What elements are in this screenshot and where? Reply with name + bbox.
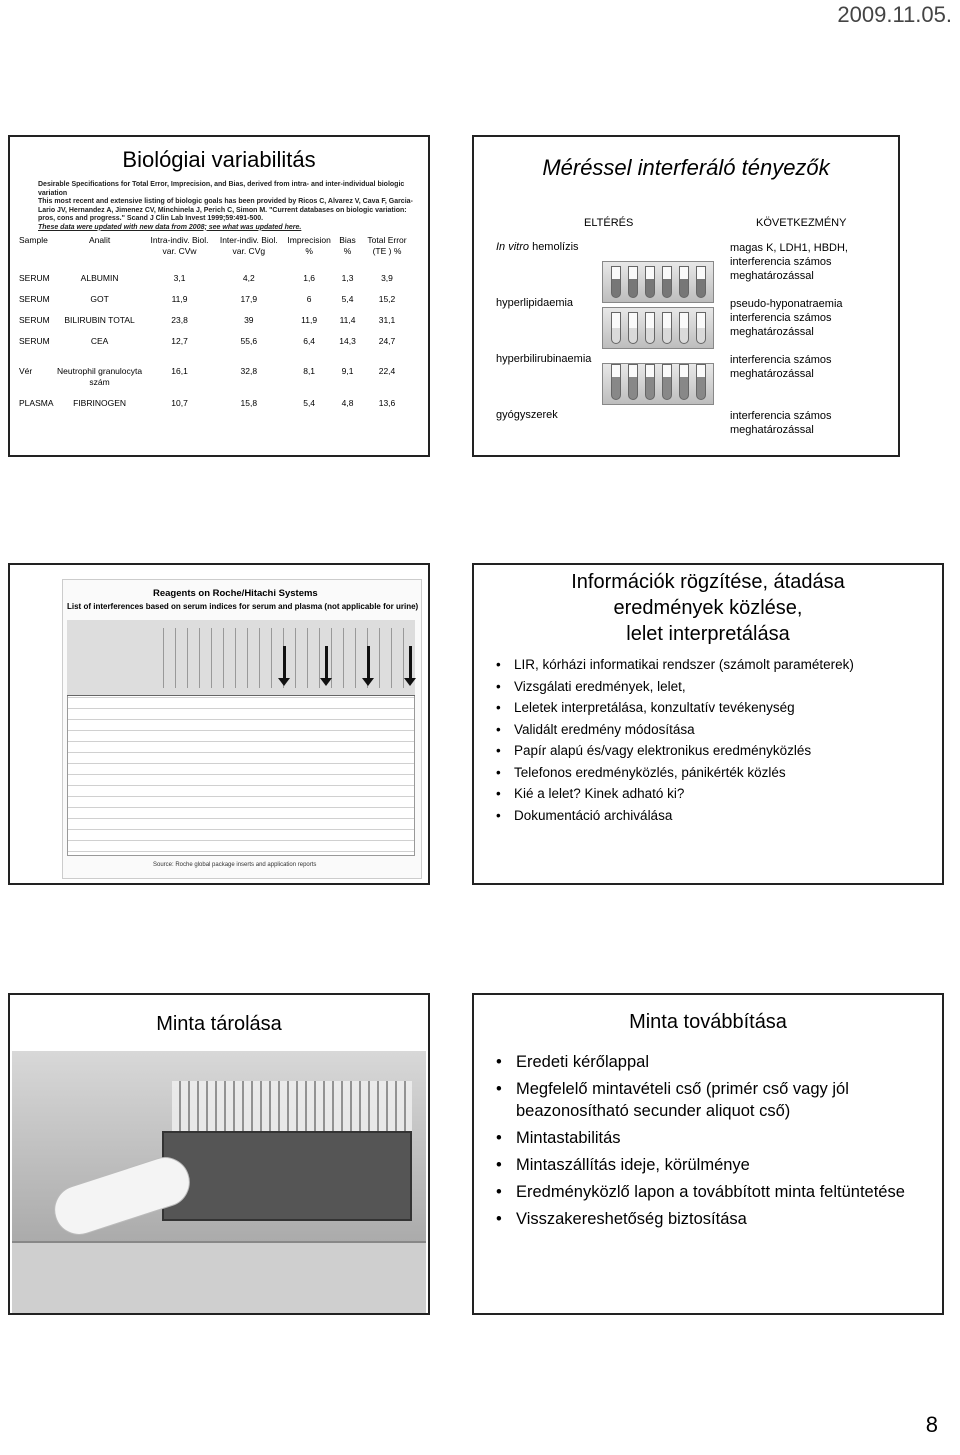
cell: 23,8	[171, 315, 188, 325]
cell: ALBUMIN	[80, 273, 119, 283]
consequence-label: interferencia számos meghatározással	[730, 354, 832, 380]
cell: 6	[306, 294, 312, 304]
arrow-icon	[283, 646, 286, 680]
arrow-icon	[367, 646, 370, 680]
cell: PLASMA	[19, 398, 54, 408]
slide-title: Minta továbbítása	[629, 1011, 787, 1033]
bench-image	[12, 1241, 426, 1313]
col-header: Analit	[88, 235, 111, 245]
table-title: Reagents on Roche/Hitachi Systems	[153, 588, 318, 599]
cell: BILIRUBIN TOTAL	[64, 315, 135, 325]
biologic-variation-table	[18, 233, 414, 414]
table-row	[18, 259, 414, 289]
cell: 14,3	[339, 336, 356, 346]
list-item: • Eredményközlő lapon a továbbított minta feltüntetése	[496, 1181, 928, 1203]
cell: 9,1	[341, 366, 354, 376]
arrow-icon	[409, 646, 412, 680]
list-item: • Megfelelő mintavételi cső (primér cső vagy jól beazonosítható secunder aliquot cső)	[496, 1078, 928, 1122]
table-row	[18, 310, 414, 331]
bullet-list	[496, 1051, 928, 1235]
list-item: • Leletek interpretálása, konzultatív tevékenység	[496, 700, 932, 717]
list-item: • Validált eredmény módosítása	[496, 722, 932, 739]
cell: 1,6	[303, 273, 316, 283]
slide-informaciok-rogzitese	[472, 563, 944, 885]
cell: 5,4	[303, 398, 316, 408]
cell: 55,6	[240, 336, 258, 346]
cell: GOT	[90, 294, 109, 304]
consequence-label: magas K, LDH1, HBDH, interferencia számos meghatározással	[730, 242, 848, 282]
cell: 31,1	[378, 315, 396, 325]
cell: 13,6	[378, 398, 396, 408]
table-row	[18, 393, 414, 414]
list-item: • Vizsgálati eredmények, lelet,	[496, 679, 932, 696]
table-subtitle: List of interferences based on serum indices for serum and plasma (not applicable for urine)	[67, 602, 419, 611]
table-footer: Source: Roche global package inserts and application reports	[153, 862, 317, 868]
cell: 3,1	[173, 273, 186, 283]
cell: 15,8	[240, 398, 258, 408]
table-header-row	[18, 233, 414, 259]
page-number: 8	[925, 1412, 938, 1437]
gloved-hand-image	[48, 1151, 197, 1242]
bullet-list	[496, 657, 932, 829]
interference-table-image	[62, 579, 422, 879]
consequence-label: interferencia számos meghatározással	[730, 410, 832, 436]
cell: 15,2	[378, 294, 396, 304]
slide-biologiai-variabilitas	[8, 135, 430, 457]
cell: 3,9	[381, 273, 393, 283]
col-header-elteres: ELTÉRÉS	[584, 217, 634, 229]
arrow-icon	[325, 646, 328, 680]
cell: 1,3	[341, 273, 354, 283]
col-header: Total Error (TE ) %	[367, 235, 407, 256]
list-item: • Kié a lelet? Kinek adható ki?	[496, 786, 932, 803]
cell: SERUM	[19, 294, 50, 304]
intro-line: This most recent and extensive listing of biologic goals has been provided by Ricos C, Alvarez V, Cava F, Garcia-Lario JV, Hernandez A, Jimenez CV, Minchinela J, Perich C, Simon M. "Current databases on biologic variation: pros, cons and progress." Scand J Clin Lab Invest 1999;59:491-500.	[38, 198, 413, 222]
factor-label: hyperlipidaemia	[496, 297, 574, 309]
list-item: • Mintastabilitás	[496, 1127, 928, 1149]
slide-minta-tarolasa	[8, 993, 430, 1315]
cell: 8,1	[303, 366, 316, 376]
cell: 11,9	[301, 315, 318, 325]
slide-title: Információk rögzítése, átadása eredmények közlése, lelet interpretálása	[571, 571, 845, 645]
slide-roche-interference-list	[8, 563, 430, 885]
tubes-bilirubin-image	[602, 363, 714, 405]
slide-minta-tovabbitasa	[472, 993, 944, 1315]
cell: 10,7	[171, 398, 188, 408]
factor-label: gyógyszerek	[496, 409, 558, 421]
page-date: 2009.11.05.	[837, 2, 952, 27]
cell: SERUM	[19, 315, 50, 325]
list-item: • LIR, kórházi informatikai rendszer (számolt paraméterek)	[496, 657, 932, 674]
cell: 22,4	[378, 366, 396, 376]
cell: SERUM	[19, 336, 50, 346]
list-item: • Mintaszállítás ideje, körülménye	[496, 1154, 928, 1176]
table-row	[18, 289, 414, 310]
intro-text	[38, 181, 418, 232]
list-item: • Visszakereshetőség biztosítása	[496, 1208, 928, 1230]
cell: 4,2	[242, 273, 255, 283]
tubes-hemolysis-image	[602, 261, 714, 303]
cell: 39	[244, 315, 254, 325]
factor-label: In vitro hemolízis	[496, 241, 579, 253]
cell: 32,8	[240, 366, 258, 376]
cell: 5,4	[341, 294, 354, 304]
cell: Vér	[19, 366, 33, 376]
cell: 17,9	[240, 294, 258, 304]
table-row	[18, 331, 414, 352]
slide-title: Minta tárolása	[156, 1013, 282, 1035]
cell: 4,8	[341, 398, 354, 408]
cell: CEA	[90, 336, 109, 346]
col-header: Bias %	[339, 235, 356, 256]
table-row	[18, 352, 414, 393]
col-header: Imprecision %	[287, 235, 331, 256]
col-header-kovetkezmeny: KÖVETKEZMÉNY	[756, 217, 847, 229]
intro-line: Desirable Specifications for Total Error, Imprecision, and Bias, derived from intra- and inter-individual biologic variation	[38, 181, 405, 197]
factor-label: hyperbilirubinaemia	[496, 353, 592, 365]
slide-title: Biológiai variabilitás	[122, 147, 316, 172]
tubes-lipaemia-image	[602, 307, 714, 349]
intro-link[interactable]: These data were updated with new data from 2008; see what was updated here.	[38, 223, 302, 231]
col-header: Sample	[19, 235, 48, 245]
slide-title: Méréssel interferáló tényezők	[542, 155, 830, 180]
cell: 24,7	[378, 336, 396, 346]
cell: FIBRINOGEN	[73, 398, 127, 408]
cell: 11,4	[339, 315, 356, 325]
consequence-label: pseudo-hyponatraemia interferencia számos meghatározással	[730, 298, 843, 338]
col-header: Inter-indiv. Biol. var. CVg	[219, 235, 278, 256]
sample-storage-photo	[12, 1051, 426, 1313]
list-item: • Telefonos eredményközlés, pánikérték közlés	[496, 765, 932, 782]
list-item: • Dokumentáció archiválása	[496, 808, 932, 825]
cell: 6,4	[303, 336, 316, 346]
cell: 11,9	[171, 294, 188, 304]
cell: SERUM	[19, 273, 50, 283]
list-item: • Eredeti kérőlappal	[496, 1051, 928, 1073]
rack-image	[162, 1131, 412, 1221]
cell: 16,1	[171, 366, 188, 376]
list-item: • Papír alapú és/vagy elektronikus eredményközlés	[496, 743, 932, 760]
slide-meressel-interferalo	[472, 135, 900, 457]
col-header: Intra-indiv. Biol. var. CVw	[150, 235, 209, 256]
cell: Neutrophil granulocyta szám	[57, 366, 143, 387]
cell: 12,7	[171, 336, 188, 346]
